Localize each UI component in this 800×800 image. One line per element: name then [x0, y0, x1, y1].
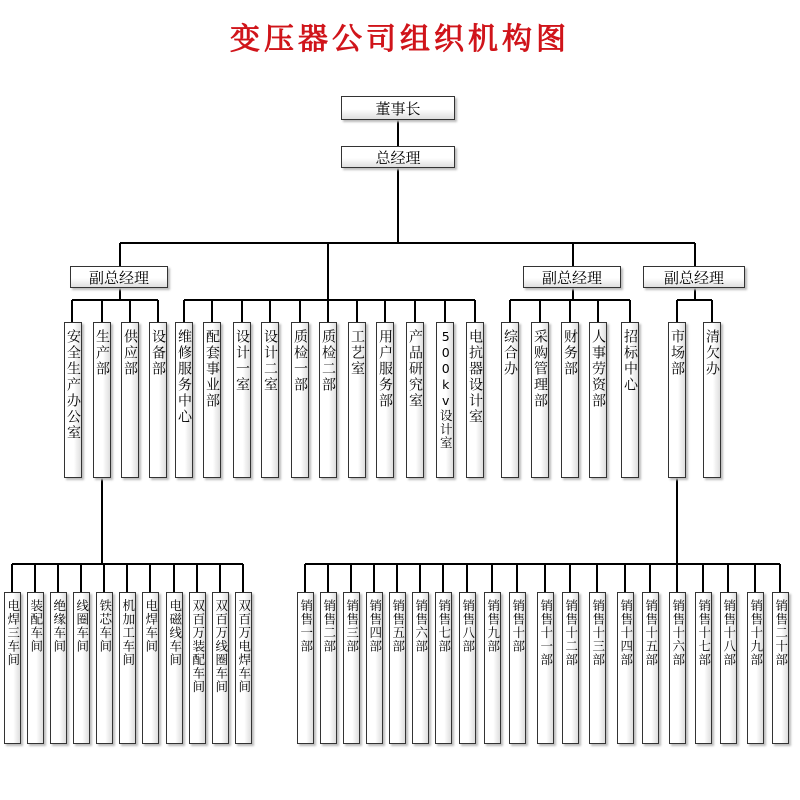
workshop-1: 电焊三车间	[4, 592, 21, 744]
dept-design-room-1: 设计一室	[233, 322, 251, 478]
workshop-9: 双百万装配车间	[189, 592, 206, 744]
sales-dept-15: 销售十五部	[642, 592, 659, 744]
workshop-2: 装配车间	[27, 592, 44, 744]
sales-dept-4: 销售四部	[366, 592, 383, 744]
node-deputy-3	[523, 266, 621, 288]
workshop-3: 绝缘车间	[50, 592, 67, 744]
workshop-4: 线圈车间	[73, 592, 90, 744]
sales-dept-8: 销售八部	[459, 592, 476, 744]
dept-500kv-design: 500kv设计室	[436, 322, 454, 478]
workshop-5: 铁芯车间	[96, 592, 113, 744]
sales-dept-20: 销售二十部	[772, 592, 789, 744]
sales-dept-14: 销售十四部	[617, 592, 634, 744]
dept-qc-1: 质检一部	[291, 322, 309, 478]
dept-finance: 财务部	[561, 322, 579, 478]
dept-design-room-2: 设计二室	[261, 322, 279, 478]
dept-supporting-business: 配套事业部	[203, 322, 221, 478]
node-deputy-4-label: 副总经理	[663, 268, 724, 287]
node-chairman	[341, 96, 455, 120]
workshop-6: 机加工车间	[119, 592, 136, 744]
sales-dept-12: 销售十二部	[562, 592, 579, 744]
sales-dept-19: 销售十九部	[747, 592, 764, 744]
sales-dept-5: 销售五部	[389, 592, 406, 744]
dept-safety-office: 安全生产办公室	[64, 322, 82, 478]
sales-dept-17: 销售十七部	[695, 592, 712, 744]
dept-equipment: 设备部	[149, 322, 167, 478]
dept-debt-collection: 清欠办	[703, 322, 721, 478]
workshop-10: 双百万线圈车间	[212, 592, 229, 744]
workshop-8: 电磁线车间	[166, 592, 183, 744]
dept-maintenance-center: 维修服务中心	[175, 322, 193, 478]
dept-process-room: 工艺室	[348, 322, 366, 478]
dept-bidding-center: 招标中心	[621, 322, 639, 478]
sales-dept-2: 销售二部	[320, 592, 337, 744]
node-deputy-3-label: 副总经理	[541, 268, 602, 287]
sales-dept-10: 销售十部	[509, 592, 526, 744]
sales-dept-6: 销售六部	[412, 592, 429, 744]
node-chairman-label: 董事长	[375, 99, 421, 118]
sales-dept-18: 销售十八部	[720, 592, 737, 744]
sales-dept-13: 销售十三部	[589, 592, 606, 744]
node-deputy-1	[70, 266, 168, 288]
node-general-manager-label: 总经理	[375, 148, 421, 167]
dept-general-office: 综合办	[501, 322, 519, 478]
workshop-11: 双百万电焊车间	[235, 592, 252, 744]
sales-dept-3: 销售三部	[343, 592, 360, 744]
chart-title: 变压器公司组织机构图	[230, 22, 570, 57]
node-general-manager	[341, 146, 455, 168]
sales-dept-1: 销售一部	[297, 592, 314, 744]
node-deputy-1-label: 副总经理	[88, 268, 149, 287]
sales-dept-9: 销售九部	[484, 592, 501, 744]
sales-dept-16: 销售十六部	[669, 592, 686, 744]
dept-production: 生产部	[93, 322, 111, 478]
dept-qc-2: 质检二部	[319, 322, 337, 478]
dept-procurement: 采购管理部	[531, 322, 549, 478]
dept-product-research: 产品研究室	[406, 322, 424, 478]
dept-market: 市场部	[668, 322, 686, 478]
dept-hr: 人事劳资部	[589, 322, 607, 478]
sales-dept-11: 销售十一部	[537, 592, 554, 744]
node-deputy-4	[643, 266, 745, 288]
workshop-7: 电焊车间	[142, 592, 159, 744]
dept-supply: 供应部	[121, 322, 139, 478]
dept-reactor-design: 电抗器设计室	[466, 322, 484, 478]
dept-customer-service: 用户服务部	[376, 322, 394, 478]
sales-dept-7: 销售七部	[435, 592, 452, 744]
